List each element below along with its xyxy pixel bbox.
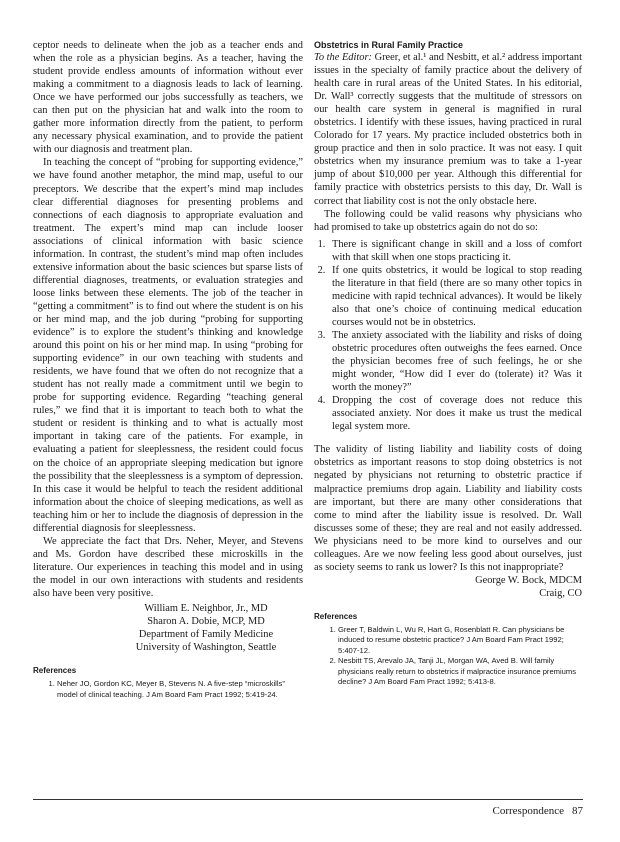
reference-item: 2. Nesbitt TS, Arevalo JA, Tanji JL, Morgan WA, Aved B. Will family physicians really return to obstetrics if malpractice insurance premiums decline? J Am Board Fam Pract 1992; 5:413-8.	[338, 656, 582, 687]
body-paragraph: ceptor needs to delineate when the job as a teacher ends and when the role as a physician begins. As a teacher, having the student provide endless amounts of information without ever making a commitment to a diagnosis leads to lack of learning. Once we have performed our jobs successfully as teachers, we can then put on the physician hat and walk into the room to gather more information directly from the patient, to perform any necessary physical examination, and to provide the patient with our diagnosis and treatment plan.	[33, 40, 303, 156]
body-paragraph: In teaching the concept of “probing for supporting evidence,” we have found another metaphor, the mind map, useful to our preceptors. We describe that the expert’s mind map includes clear differential diagnoses for presenting problems and connections of each diagnosis to appropriate evaluation and treatment. The expert’s mind map can include looser associations of clinical information with basic science information. In contrast, the student’s mind map often includes extensive information about the basic sciences but sparse lists of differential diagnoses, treatments, or evaluation strategies and loose links between these elements. The job of the teacher in “getting a commitment” is to find out where the student is on his or her mind map, and the job during “probing for supporting evidence” is to explore the student’s thinking and knowledge around this point on his or her mind map. In using “probing for supporting evidence” in our own teaching with students and residents, we have found that we often do not recognize that a student has not really made a commitment until we begin to probe for supporting evidence. Regarding “teaching general rules,” we find that it is important to teach both to what the student or resident is thinking and to what is actually most important in taking care of the patients. For example, in evaluating a patient for sleeplessness, the resident could focus on the choice of an appropriate sleeping medication but ignore the possibility that the sleeplessness is a symptom of depression. In this case it would be helpful to teach the resident additional information about the choice of sleeping medications, as well as teaching him or her to include the diagnosis of depression in the differential diagnosis for sleeplessness.	[33, 157, 303, 534]
page-footer	[493, 805, 583, 817]
signature-line: Sharon A. Dobie, MCP, MD	[147, 616, 265, 628]
body-paragraph: We appreciate the fact that Drs. Neher, Meyer, and Stevens and Ms. Gordon have described these microskills in the literature. Our experiences in teaching this model and in using the model in our own interactions with students and residents also have been very positive.	[33, 535, 303, 599]
author-signature	[33, 602, 291, 654]
references-heading: References	[33, 666, 77, 676]
signature-line: Department of Family Medicine	[138, 629, 274, 641]
signature-line: University of Washington, Seattle	[135, 642, 277, 654]
reasons-list	[314, 238, 582, 434]
page-number: 87	[572, 805, 583, 817]
letter-heading: Obstetrics in Rural Family Practice	[314, 40, 464, 50]
closing-paragraph: The validity of listing liability and liability costs of doing obstetrics as important reasons to stop doing obstetrics is not negated by physicians not returning to obstetric practice if malpractice premiums drop again. Liability and liability costs are important, but there are many other considerations that come to mind after the liability issue is resolved. Dr. Wall discusses some of these; they are real and not easily addressed. We physicians need to be more kind to ourselves and our colleagues. Are we now feeling less good about ourselves, just as society seems to rank us lower? Is this not inappropriate?	[314, 444, 582, 573]
reference-list	[314, 625, 582, 687]
author-signature	[314, 574, 582, 600]
reason-item: 3. The anxiety associated with the liability and risks of doing obstetric procedures often outweighs the fees earned. Once the physician becomes free of such feelings, he or she might wonder, “How did I ever do (tolerate) it? Was it worth the money?”	[328, 329, 582, 394]
lead-in-paragraph: The following could be valid reasons why physicians who had promised to take up obstetrics again do not do so:	[314, 208, 582, 233]
letter-intro	[314, 51, 582, 208]
reason-item: 2. If one quits obstetrics, it would be logical to stop reading the literature in that field (there are so many other topics in medicine with rapid technical advances). It would be likely also that one’s choice of continuing medical education courses would not be in obstetrics.	[328, 264, 582, 329]
references-heading: References	[314, 611, 358, 621]
signature-line: Craig, CO	[539, 587, 582, 599]
footer-divider	[33, 799, 583, 800]
footer-section: Correspondence	[492, 805, 564, 817]
reason-item: 1. There is significant change in skill and a loss of comfort with that skill when one stops practicing it.	[328, 238, 582, 264]
right-column	[314, 39, 582, 687]
reference-item: 1. Neher JO, Gordon KC, Meyer B, Stevens N. A five-step “microskills” model of clinical teaching. J Am Board Fam Pract 1992; 5:419-24.	[57, 679, 303, 700]
intro-text: Greer, et al.¹ and Nesbitt, et al.² address important issues in the specialty of family practice about the delivery of health care in rural areas of the United States. In his editorial, Dr. Wall³ correctly suggests that the multitude of stressors on our health care system in general is magnified in rural obstetrics. I identify with these issues, having practiced in rural Colorado for 17 years. My practice included obstetrics both in group practice and then in solo practice. It was not easy. I quit obstetrics when my insurance premium was to take a 1-year jump of about $10,000 per year. Although this differential for family practice with obstetrics persists to this day, Dr. Wall is correct that liability cost is not the only obstacle here.	[314, 52, 582, 207]
salutation: To the Editor:	[314, 52, 372, 63]
reason-item: 4. Dropping the cost of coverage does not reduce this associated anxiety. Nor does it make us trust the medical legal system more.	[328, 394, 582, 433]
left-column	[33, 39, 303, 700]
reference-item: 1. Greer T, Baldwin L, Wu R, Hart G, Rosenblatt R. Can physicians be induced to resume obstetric practice? J Am Board Fam Pract 1992; 5:407-12.	[338, 625, 582, 656]
signature-line: George W. Bock, MDCM	[475, 574, 582, 586]
signature-line: William E. Neighbor, Jr., MD	[144, 603, 268, 615]
list-spacer	[314, 433, 582, 443]
reference-list	[33, 679, 303, 700]
